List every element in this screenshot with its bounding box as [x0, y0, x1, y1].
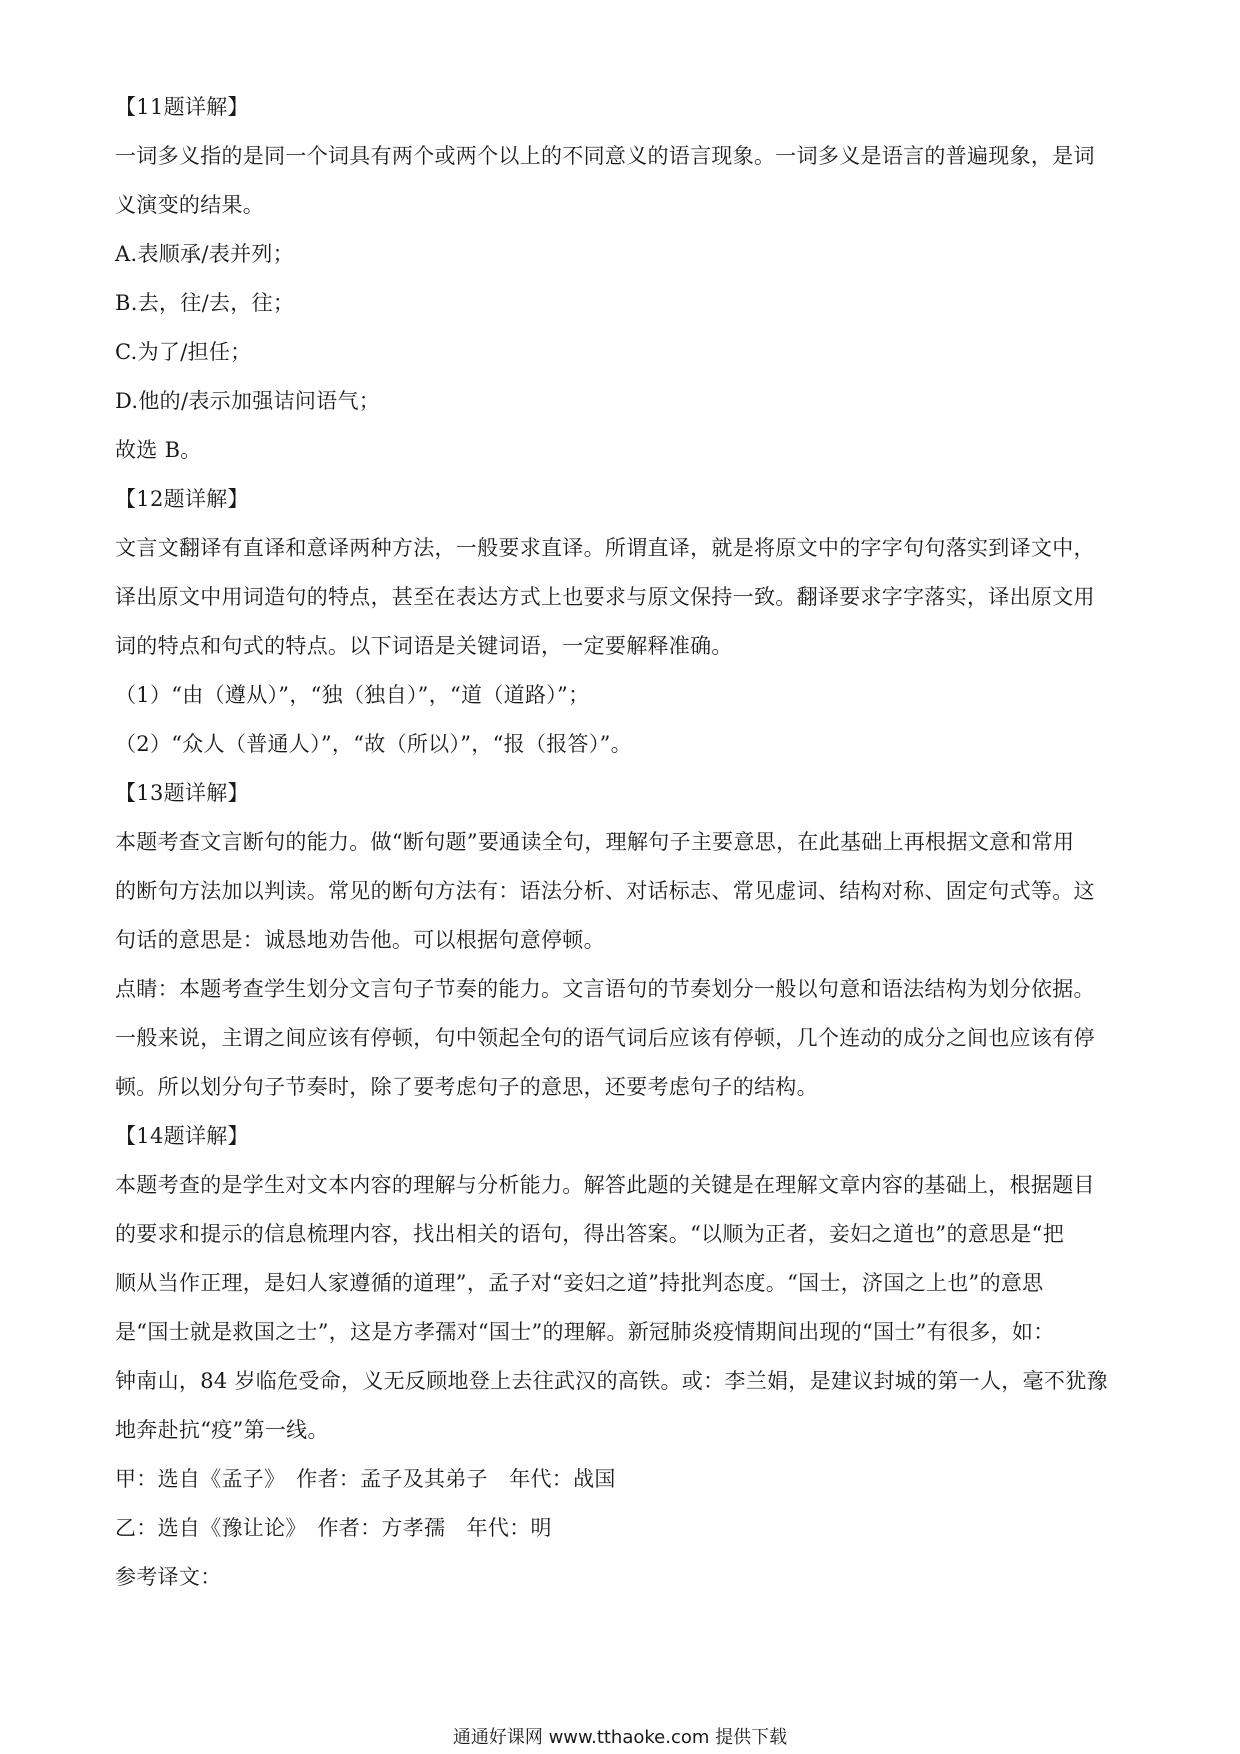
- reference-translation-label: 参考译文：: [115, 1565, 222, 1589]
- paragraph-line: 的断句方法加以判读。常见的断句方法有：语法分析、对话标志、常见虚词、结构对称、固定句式等。这: [115, 879, 1095, 903]
- paragraph-line: 词的特点和句式的特点。以下词语是关键词语，一定要解释准确。: [115, 634, 733, 658]
- paragraph-line: 点睛：本题考查学生划分文言句子节奏的能力。文言语句的节奏划分一般以句意和语法结构为划分依据。: [115, 977, 1095, 1001]
- option-line-d: D.他的/表示加强诘问语气；: [115, 389, 381, 413]
- numbered-line-1: （1）“由（遵从）”，“独（独自）”，“道（道路）”；: [115, 683, 590, 707]
- paragraph-line: 本题考查文言断句的能力。做“断句题”要通读全句，理解句子主要意思，在此基础上再根据文意和常用: [115, 830, 1075, 854]
- page-footer: 通通好课网 www.tthaoke.com 提供下载: [452, 1727, 788, 1748]
- option-line-b: B.去，往/去，往；: [115, 291, 295, 315]
- section-heading-11: 【11题详解】: [115, 95, 249, 119]
- paragraph-line: 本题考查的是学生对文本内容的理解与分析能力。解答此题的关键是在理解文章内容的基础上，根据题目: [115, 1173, 1095, 1197]
- paragraph-line: 是“国士就是救国之士”，这是方孝孺对“国士”的理解。新冠肺炎疫情期间出现的“国士”有很多，如：: [115, 1320, 1055, 1344]
- source-line-jia: 甲：选自《孟子》 作者：孟子及其弟子 年代：战国: [115, 1467, 616, 1491]
- paragraph-line: 一词多义指的是同一个词具有两个或两个以上的不同意义的语言现象。一词多义是语言的普遍现象，是词: [115, 144, 1095, 168]
- numbered-line-2: （2）“众人（普通人）”，“故（所以）”，“报（报答）”。: [115, 732, 632, 756]
- section-heading-13: 【13题详解】: [115, 781, 249, 805]
- option-line-a: A.表顺承/表并列；: [115, 242, 294, 266]
- paragraph-line: 文言文翻译有直译和意译两种方法，一般要求直译。所谓直译，就是将原文中的字字句句落实到译文中，: [115, 536, 1095, 560]
- section-heading-14: 【14题详解】: [115, 1124, 249, 1148]
- paragraph-line: 钟南山，84 岁临危受命，义无反顾地登上去往武汉的高铁。或：李兰娟，是建议封城的第一人，毫不犹豫: [115, 1369, 1108, 1393]
- source-line-yi: 乙：选自《豫让论》 作者：方孝孺 年代：明: [115, 1516, 552, 1540]
- paragraph-line: 一般来说，主谓之间应该有停顿，句中领起全句的语气词后应该有停顿，几个连动的成分之间也应该有停: [115, 1026, 1095, 1050]
- section-heading-12: 【12题详解】: [115, 487, 249, 511]
- answer-line: 故选 B。: [115, 438, 202, 462]
- paragraph-line: 译出原文中用词造句的特点，甚至在表达方式上也要求与原文保持一致。翻译要求字字落实，译出原文用: [115, 585, 1095, 609]
- paragraph-line: 的要求和提示的信息梳理内容，找出相关的语句，得出答案。“以顺为正者，妾妇之道也”的意思是“把: [115, 1222, 1065, 1246]
- paragraph-line: 义演变的结果。: [115, 193, 265, 217]
- paragraph-line: 顿。所以划分句子节奏时，除了要考虑句子的意思，还要考虑句子的结构。: [115, 1075, 818, 1099]
- paragraph-line: 顺从当作正理，是妇人家遵循的道理”，孟子对“妾妇之道”持批判态度。“国士，济国之上也”的意思: [115, 1271, 1044, 1295]
- paragraph-line: 句话的意思是：诚恳地劝告他。可以根据句意停顿。: [115, 928, 605, 952]
- paragraph-line: 地奔赴抗“疫”第一线。: [115, 1418, 329, 1442]
- option-line-c: C.为了/担任；: [115, 340, 252, 364]
